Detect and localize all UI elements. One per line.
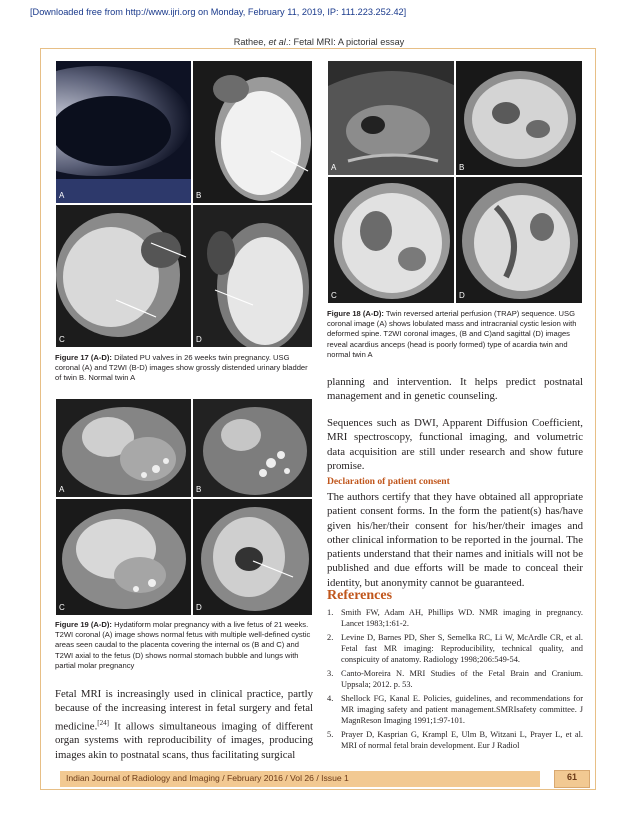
fig19-panel-d	[192, 498, 313, 616]
reference-item: 1. Smith FW, Adam AH, Phillips WD. NMR imaging in pregnancy. Lancet 1983;1:61-2.	[327, 608, 583, 628]
running-head: Rathee, et al.: Fetal MRI: A pictorial essay	[233, 37, 405, 47]
fig19-panel-c	[55, 498, 192, 616]
download-notice: [Downloaded free from http://www.ijri.org on Monday, February 11, 2019, IP: 111.223.252.42]	[30, 7, 407, 17]
reference-item: 5. Prayer D, Kasprian G, Krampl E, Ulm B, Witzani L, Prayer L, et al. MRI of normal fetal brain development. Eur J Radiol	[327, 729, 583, 750]
page-number: 61	[566, 772, 577, 782]
fig18-panel-b	[455, 60, 583, 176]
figure-17	[55, 60, 313, 348]
fig17-panel-d	[192, 204, 313, 348]
fig19-label-a: A	[59, 485, 65, 494]
fig19-label-c: C	[59, 603, 65, 612]
fig19-label-b: B	[196, 485, 202, 494]
figure-18	[327, 60, 583, 304]
fig18-caption: Figure 18 (A-D): Twin reversed arterial perfusion (TRAP) sequence. USG coronal image (A) shows lobulated mass and intracranial cystic lesion with deformed spine. T2WI coronal images, (B and C)and sagittal (D) images reveal acardius anceps (head is poorly formed) type of acardia twin and normal twin A	[327, 309, 577, 359]
fig17-panel-b	[192, 60, 313, 204]
left-body-paragraph: Fetal MRI is increasingly used in clinical practice, partly because of the increasing interest in fetal surgery and fetal medicine.[24] It allows simultaneous imaging of different organ systems with reproducibility of images, producing images akin to postnatal scans, thus facilitating surgical	[55, 688, 313, 761]
fig17-panel-c	[55, 204, 192, 348]
reference-item: 2. Levine D, Barnes PD, Sher S, Semelka RC, Li W, McArdle CR, et al. Fetal fast MR imaging: Reproducibility, technical quality, and conspicuity of anatomy. Radiology 1998;206:549-54.	[327, 633, 583, 664]
references-heading: References	[327, 588, 393, 603]
fig17-label-d: D	[196, 335, 202, 344]
fig17-label-a: A	[59, 191, 65, 200]
fig18-panel-a	[327, 60, 455, 176]
fig19-label-d: D	[196, 603, 202, 612]
declaration-heading: Declaration of patient consent	[327, 476, 450, 487]
fig19-panel-a	[55, 398, 192, 498]
fig19-caption: Figure 19 (A-D): Hydatiform molar pregnancy with a live fetus of 21 weeks. T2WI coronal (A) image shows normal fetus with multiple well-defined cystic areas seen caudal to the placenta covering the internal os (B and C) and T2WI axial to the fetus (D) shows normal stomach bubble and lungs with partial molar pregnancy	[55, 620, 311, 670]
fig17-label-c: C	[59, 335, 65, 344]
footer-journal: Indian Journal of Radiology and Imaging / February 2016 / Vol 26 / Issue 1	[66, 773, 349, 783]
right-body-paragraph-1: planning and intervention. It helps predict postnatal management and in genetic counseling.	[327, 376, 583, 403]
fig19-panel-b	[192, 398, 313, 498]
fig17-label-b: B	[196, 191, 202, 200]
figure-19	[55, 398, 313, 616]
reference-item: 3. Canto-Moreira N. MRI Studies of the Fetal Brain and Cranium. Uppsala; 2012. p. 53.	[327, 668, 583, 689]
fig18-label-c: C	[331, 291, 337, 300]
fig18-panel-c	[327, 176, 455, 304]
fig18-label-a: A	[331, 163, 337, 172]
fig17-panel-a	[55, 60, 192, 204]
reference-item: 4. Shellock FG, Kanal E. Policies, guidelines, and recommendations for MR imaging safety and patient management.SMRIsafety committee. J MagnReson Imaging 1991;1:97-101.	[327, 694, 583, 725]
references-list	[327, 608, 583, 755]
fig18-panel-d	[455, 176, 583, 304]
fig17-caption: Figure 17 (A-D): Dilated PU valves in 26 weeks twin pregnancy. USG coronal (A) and T2WI (B-D) images show grossly distended urinary bladder of twin B. Normal twin A	[55, 353, 308, 383]
right-body-paragraph-2: Sequences such as DWI, Apparent Diffusion Coefficient, MRI spectroscopy, functional imaging, and volumetric data acquisition are still under research and show future promise.	[327, 417, 583, 472]
fig18-label-d: D	[459, 291, 465, 300]
fig18-label-b: B	[459, 163, 465, 172]
declaration-text: The authors certify that they have obtained all appropriate patient consent forms. In the form the patient(s) has/have given his/her/their consent for his/her/their images and other clinical information to be reported in the journal. The patients understand that their names and initials will not be published and due efforts will be made to conceal their identity, but anonymity cannot be guaranteed.	[327, 491, 583, 589]
